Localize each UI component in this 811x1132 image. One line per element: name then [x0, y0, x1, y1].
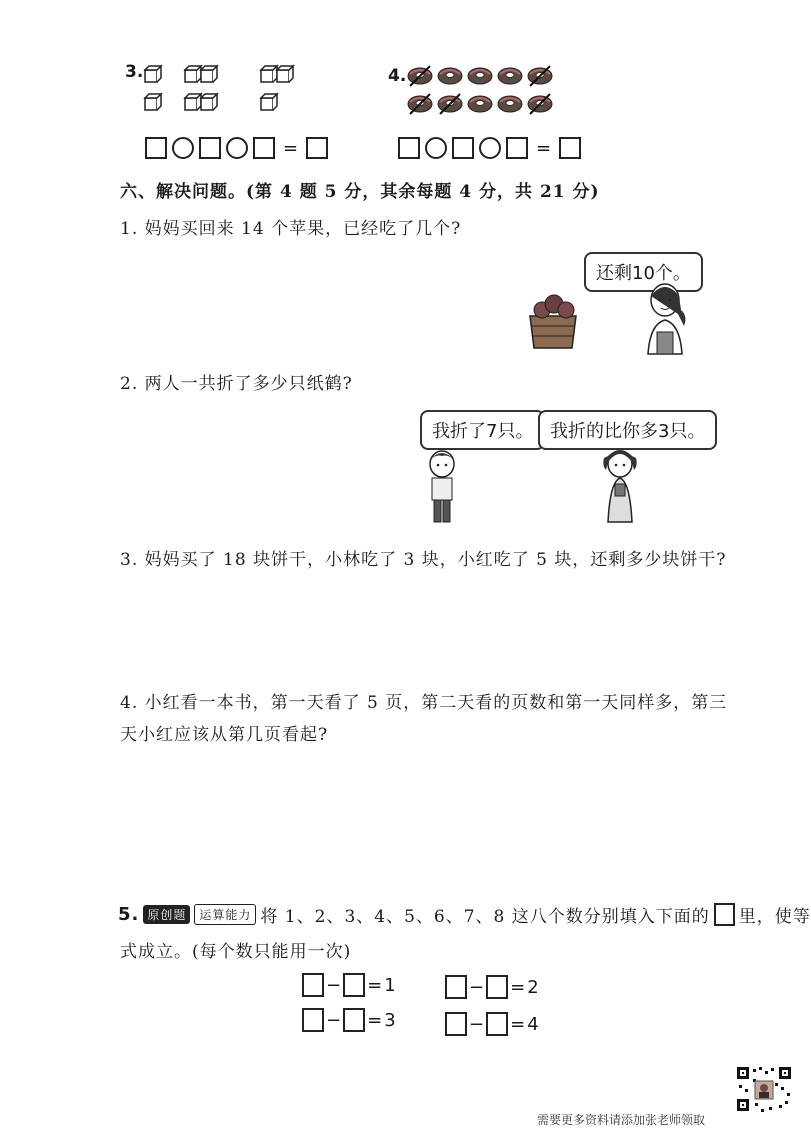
problem-4-line-2: 天小红应该从第几页看起? — [120, 725, 329, 745]
exercise-4-label: 4. — [388, 66, 407, 86]
answer-box[interactable] — [302, 973, 324, 997]
exercise-3-label: 3. — [125, 62, 144, 82]
apple-basket-and-girl-image — [520, 280, 700, 360]
exercise-4-answer-row — [398, 137, 581, 159]
problem-3 — [120, 545, 726, 570]
operator-circle[interactable] — [172, 137, 194, 159]
operator-circle[interactable] — [479, 137, 501, 159]
answer-box[interactable] — [145, 137, 167, 159]
equation-result: 2 — [527, 976, 539, 998]
problem-4-number: 4. — [120, 693, 139, 713]
problem-2-number: 2. — [120, 374, 139, 394]
problem-1-text: 妈妈买回来 14 个苹果，已经吃了几个? — [144, 219, 462, 239]
operator-circle[interactable] — [226, 137, 248, 159]
answer-box[interactable] — [445, 975, 467, 999]
answer-box[interactable] — [486, 975, 508, 999]
problem-4-line-1 — [120, 688, 727, 713]
problem-5-line-1 — [118, 902, 811, 927]
footer-note: 需要更多资料请添加张老师领取 — [537, 1113, 706, 1127]
problem-2 — [120, 369, 353, 394]
computation-skill-tag: 运算能力 — [194, 904, 256, 925]
equals-sign: = — [367, 1009, 383, 1031]
donut-groups-image — [404, 62, 564, 122]
answer-box[interactable] — [253, 137, 275, 159]
answer-box[interactable] — [343, 973, 365, 997]
problem-1 — [120, 214, 461, 239]
problem-1-number: 1. — [120, 219, 139, 239]
equation-1 — [302, 973, 396, 997]
minus-sign: − — [326, 974, 342, 996]
answer-box[interactable] — [306, 137, 328, 159]
cube-groups-image — [141, 60, 311, 120]
equals-sign: = — [510, 976, 526, 998]
equation-result: 4 — [527, 1013, 539, 1035]
problem-5-text-a: 将 1、2、3、4、5、6、7、8 这八个数分别填入下面的 — [260, 907, 710, 927]
problem-3-number: 3. — [120, 550, 139, 570]
equation-result: 1 — [384, 974, 396, 996]
speech-bubble-girl-2: 我折的比你多3只。 — [538, 410, 717, 450]
problem-5-text-b: 里，使等 — [738, 907, 811, 927]
original-question-tag: 原创题 — [143, 905, 190, 924]
section-heading: 六、解决问题。(第 4 题 5 分，其余每题 4 分，共 21 分) — [120, 182, 600, 202]
girl-image — [598, 448, 646, 528]
answer-box[interactable] — [398, 137, 420, 159]
answer-box[interactable] — [199, 137, 221, 159]
equation-2 — [445, 975, 539, 999]
problem-5-number: 5. — [118, 904, 140, 925]
problem-3-text: 妈妈买了 18 块饼干，小林吃了 3 块，小红吃了 5 块，还剩多少块饼干? — [144, 550, 727, 570]
equals-sign: = — [536, 137, 552, 159]
problem-4-text: 小红看一本书，第一天看了 5 页，第二天看的页数和第一天同样多，第三 — [144, 693, 728, 713]
equals-sign: = — [283, 137, 299, 159]
answer-box[interactable] — [343, 1008, 365, 1032]
answer-box[interactable] — [486, 1012, 508, 1036]
answer-box[interactable] — [445, 1012, 467, 1036]
problem-2-text: 两人一共折了多少只纸鹤? — [144, 374, 353, 394]
exercise-3-answer-row — [145, 137, 328, 159]
minus-sign: − — [469, 976, 485, 998]
answer-box[interactable] — [452, 137, 474, 159]
qr-code-icon — [735, 1065, 793, 1113]
equation-result: 3 — [384, 1009, 396, 1031]
answer-box[interactable] — [559, 137, 581, 159]
operator-circle[interactable] — [425, 137, 447, 159]
problem-5-line-2: 式成立。(每个数只能用一次) — [120, 942, 352, 962]
equals-sign: = — [367, 974, 383, 996]
equation-4 — [445, 1012, 539, 1036]
equation-3 — [302, 1008, 396, 1032]
answer-box[interactable] — [506, 137, 528, 159]
minus-sign: − — [326, 1009, 342, 1031]
inline-box-icon — [714, 903, 735, 926]
speech-bubble-boy: 我折了7只。 — [420, 410, 545, 450]
minus-sign: − — [469, 1013, 485, 1035]
answer-box[interactable] — [302, 1008, 324, 1032]
boy-image — [420, 448, 468, 528]
equals-sign: = — [510, 1013, 526, 1035]
speech-bubble-girl: 还剩10个。 — [584, 252, 703, 292]
